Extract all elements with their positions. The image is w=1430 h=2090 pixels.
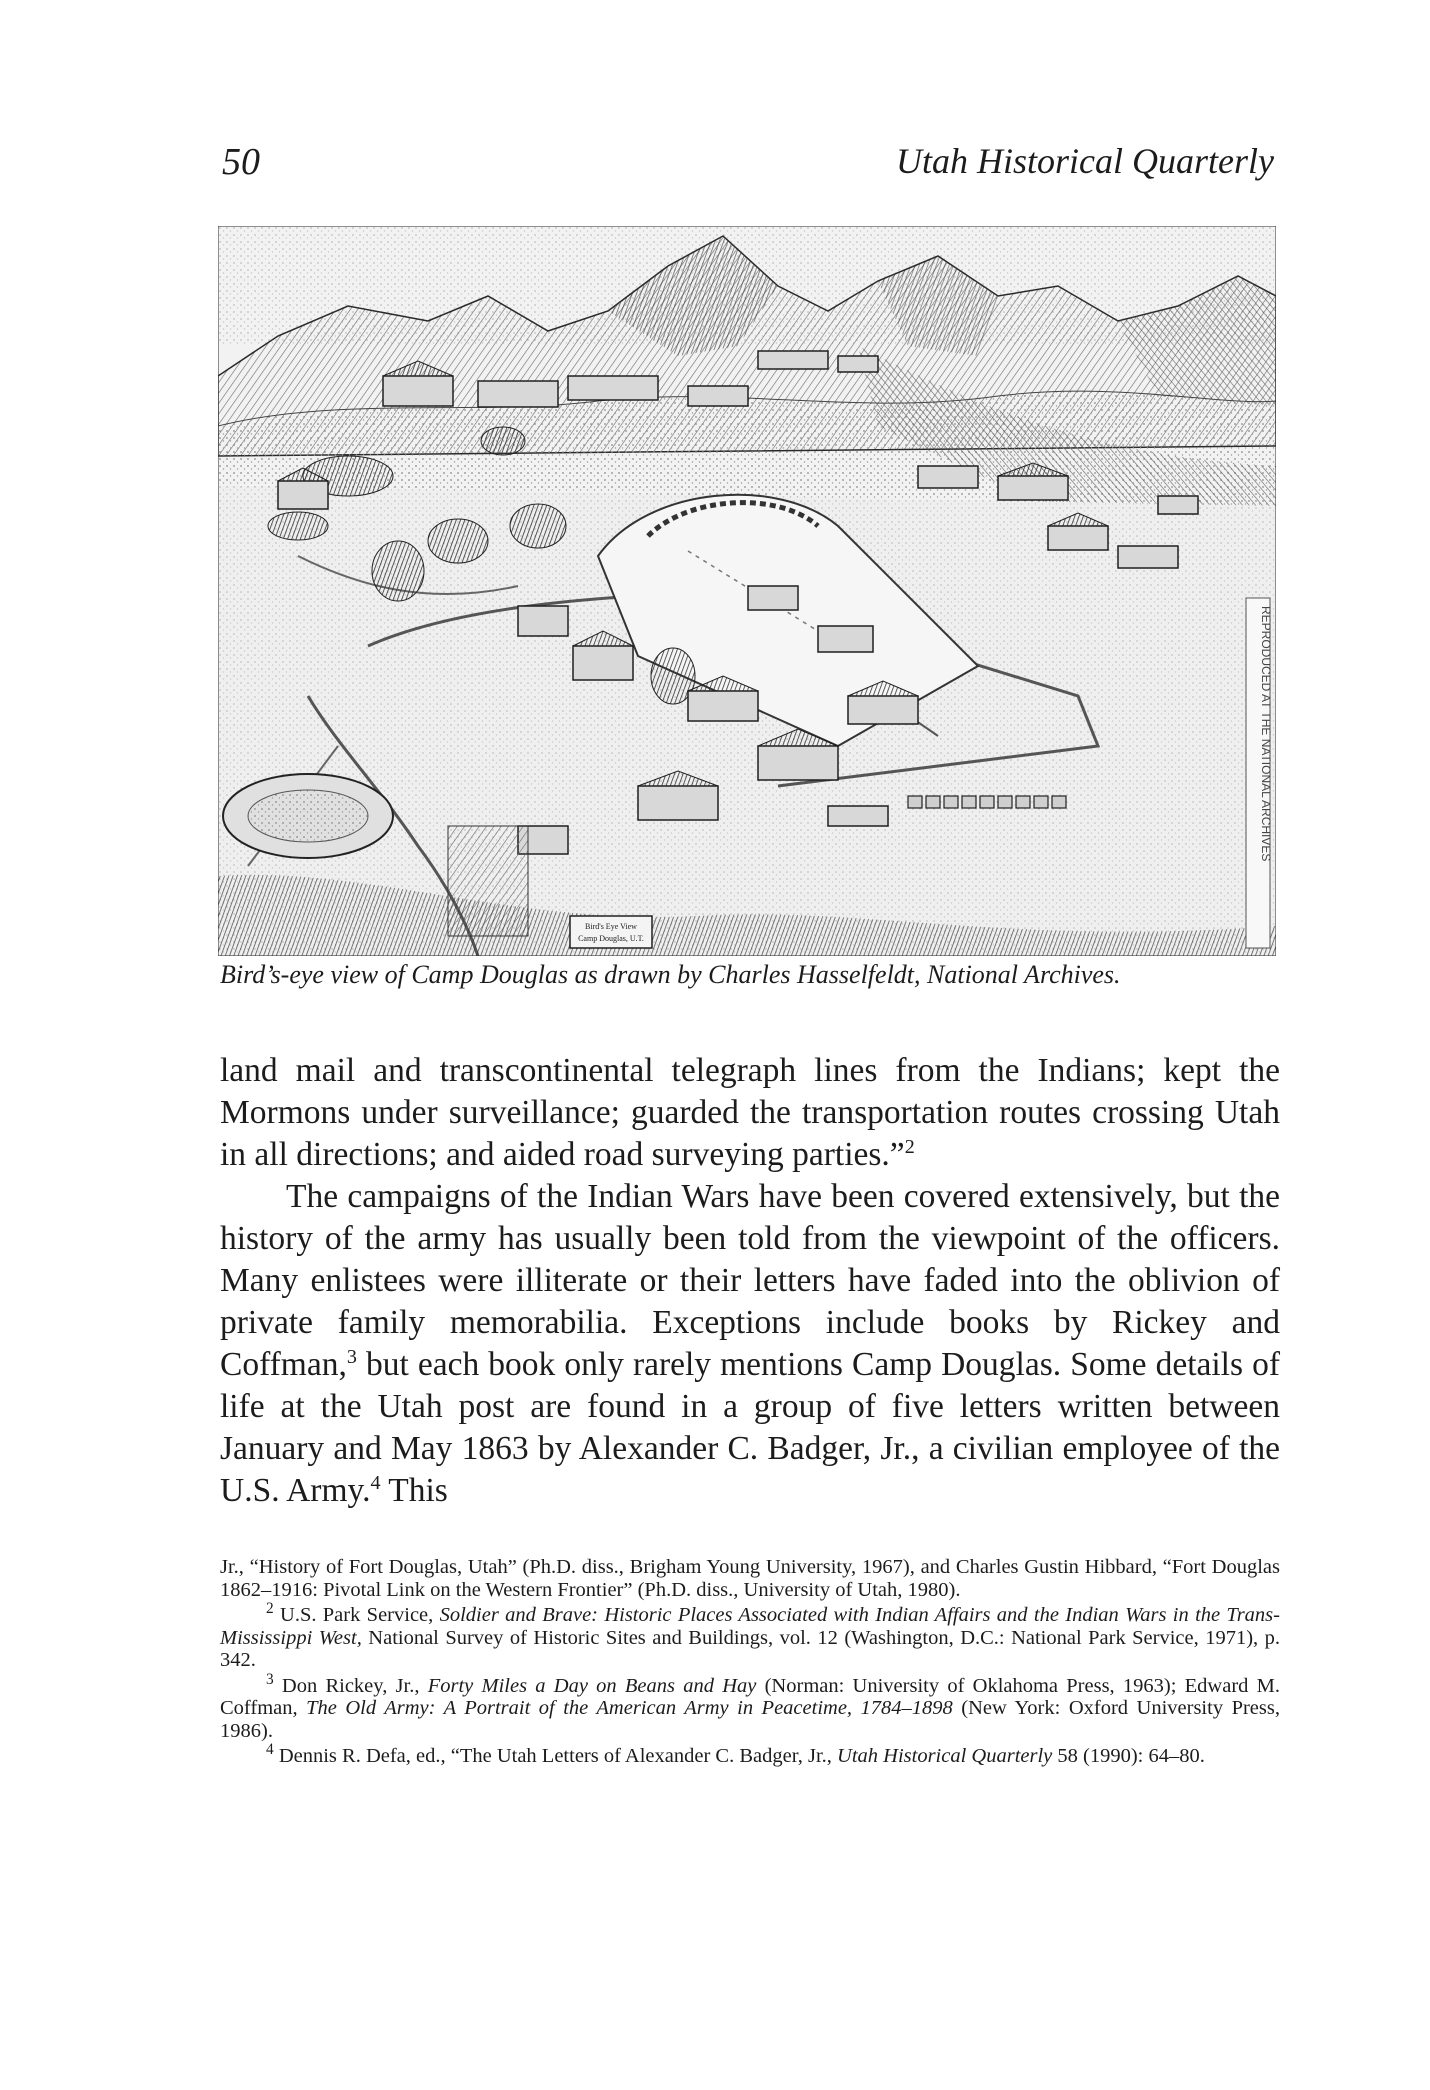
footnote-ref-3[interactable]: 3: [346, 1345, 357, 1368]
running-head-journal-title: Utah Historical Quarterly: [896, 141, 1274, 181]
birds-eye-view-illustration: [218, 226, 1276, 956]
footnote-3: $^3$ Don Rickey, Jr., Forty Miles a Day on Beans and Hay (Norman: University of Oklahoma Press, 1963); Edward M. Coffman, The Old Army: A Portrait of the American Army in Peacetime, 1784–1898 (New York: Oxford University Press, 1986).: [220, 1670, 1281, 1742]
national-archives-stamp: REPRODUCED AT THE NATIONAL ARCHIVES: [1259, 606, 1273, 862]
body-paragraph-2: The campaigns of the Indian Wars have been covered extensively, but the history of the army has usually been told from the viewpoint of the officers. Many enlistees were illiterate or their letters have faded into the oblivion of private family memorabilia. Exceptions include books by Rickey and Coffman,$^3$ but each book only rarely mentions Camp Douglas. Some details of life at the Utah post are found in a group of five letters written between January and May 1863 by Alexander C. Badger, Jr., a civilian employee of the U.S. Army.$^4$ This: [220, 1178, 1280, 1509]
body-text: [220, 1050, 1280, 1512]
page-number: 50: [222, 141, 260, 183]
footnote-1-continuation: Jr., “History of Fort Douglas, Utah” (Ph.D. diss., Brigham Young University, 1967), and Charles Gustin Hibbard, “Fort Douglas 1862–1916: Pivotal Link on the Western Frontier” (Ph.D. diss., University of Utah, 1980).: [220, 1556, 1280, 1601]
cartouche-title: Bird's Eye View: [585, 922, 637, 931]
footnote-ref-4[interactable]: 4: [370, 1471, 381, 1494]
footnote-2: $^2$ U.S. Park Service, Soldier and Brave: Historic Places Associated with Indian Affairs and the Indian Wars in the Trans-Mississippi West, National Survey of Historic Sites and Buildings, vol. 12 (Washington, D.C.: National Park Service, 1971), p. 342.: [220, 1600, 1280, 1671]
footnote-4: $^4$ Dennis R. Defa, ed., “The Utah Letters of Alexander C. Badger, Jr., Utah Historical Quarterly 58 (1990): 64–80.: [266, 1741, 1205, 1767]
body-paragraph-1: land mail and transcontinental telegraph lines from the Indians; kept the Mormons under surveillance; guarded the transportation routes crossing Utah in all directions; and aided road surveying parties.”$^2$: [220, 1052, 1280, 1173]
figure-caption: Bird’s-eye view of Camp Douglas as drawn by Charles Hasselfeldt, National Archives.: [220, 960, 1121, 989]
cartouche-subtitle: Camp Douglas, U.T.: [578, 934, 644, 943]
footnotes: [220, 1556, 1280, 1771]
footnote-ref-2[interactable]: 2: [904, 1135, 915, 1158]
